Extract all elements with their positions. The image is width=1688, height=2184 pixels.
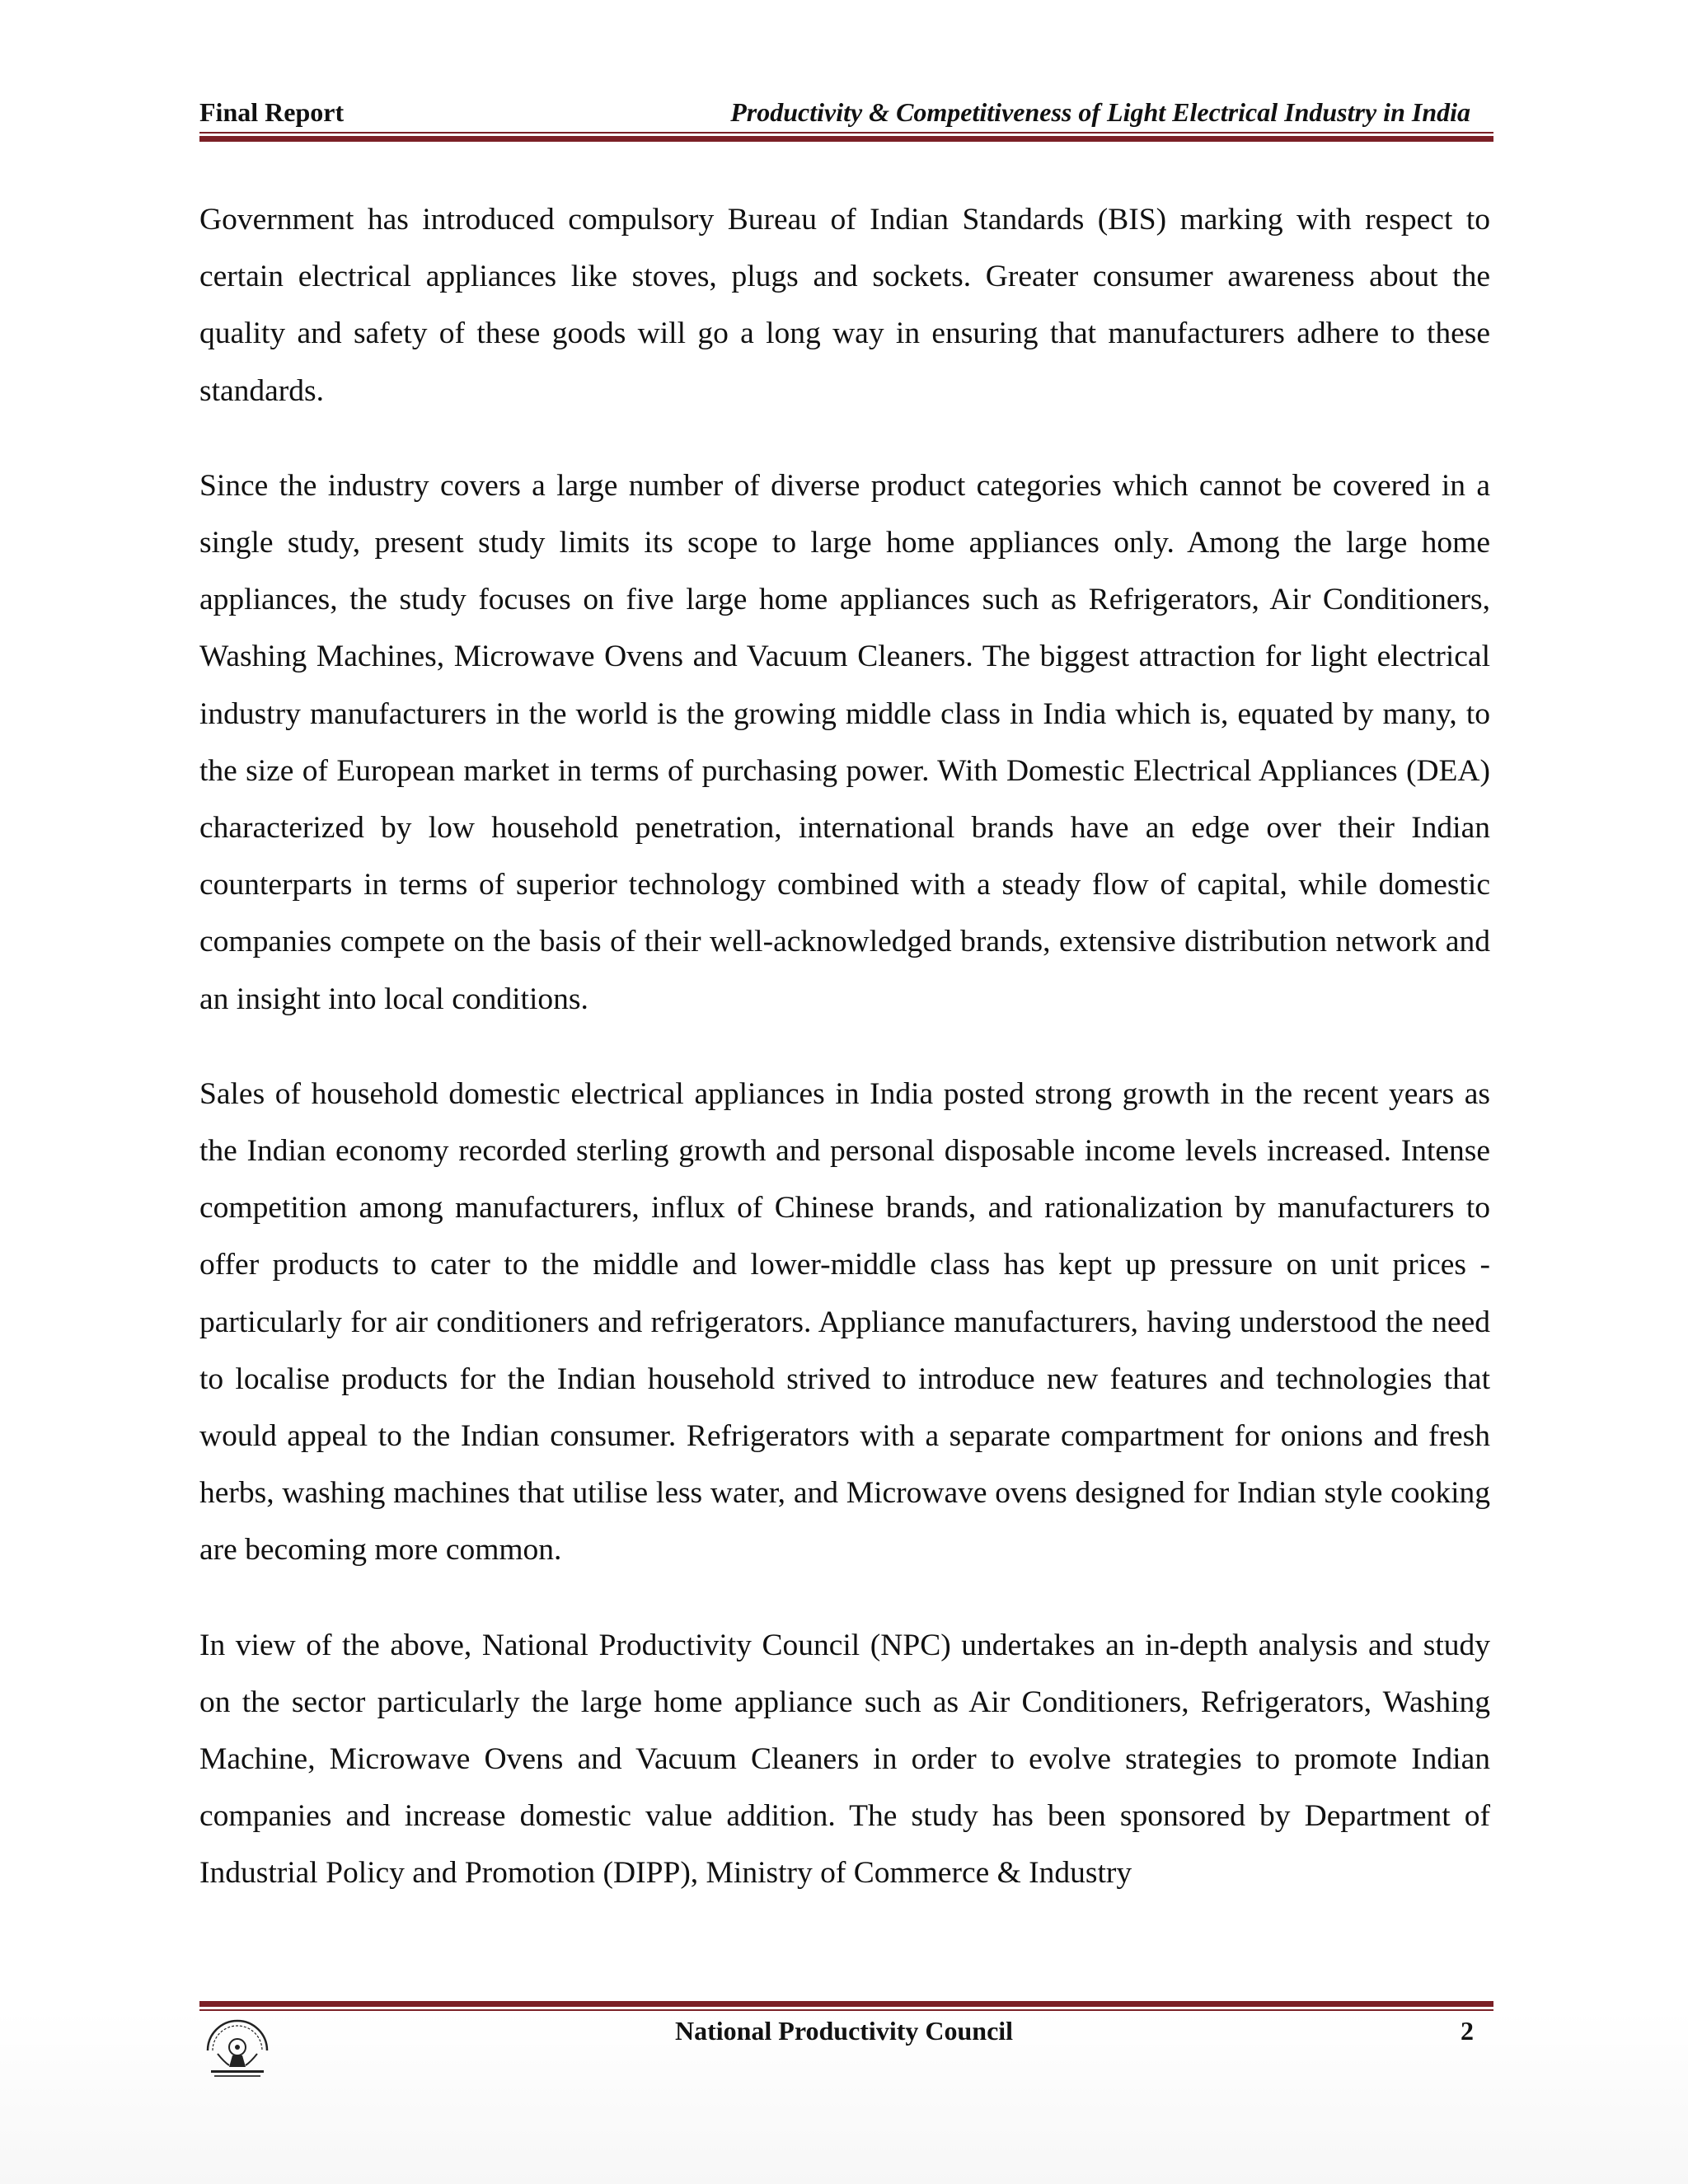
page-number: 2 <box>1461 2016 1474 2046</box>
paragraph-sales-growth: Sales of household domestic electrical appliances in India posted strong growth in the recent years as the Indian economy recorded sterling growth and personal disposable income levels increased. Intense competition among manufacturers, influx of Chinese brands, and rationalization by manufacturers to offer products to cater to the middle and lower-middle class has kept up pressure on unit prices - particularly for air conditioners and refrigerators. Appliance manufacturers, having understood the need to localise products for the Indian household strived to introduce new features and technologies that would appeal to the Indian consumer. Refrigerators with a separate compartment for onions and fresh herbs, washing machines that utilise less water, and Microwave ovens designed for Indian style cooking are becoming more common. <box>199 1076 1490 1568</box>
page-header <box>199 97 1493 134</box>
header-report-label: Final Report <box>199 97 345 127</box>
paragraph-npc-study: In view of the above, National Productivity Council (NPC) undertakes an in-depth analysis and study on the sector particularly the large home appliance such as Air Conditioners, Refrigerators, Washing Machine, Microwave Ovens and Vacuum Cleaners in order to evolve strategies to promote Indian companies and increase domestic value addition. The study has been sponsored by Department of Industrial Policy and Promotion (DIPP), Ministry of Commerce & Industry <box>199 1628 1490 1891</box>
paragraph-study-scope: Since the industry covers a large number of diverse product categories which cannot be covered in a single study, present study limits its scope to large home appliances only. Among the large home appliances, the study focuses on five large home appliances such as Refrigerators, Air Conditioners, Washing Machines, Microwave Ovens and Vacuum Cleaners. The biggest attraction for light electrical industry manufacturers in the world is the growing middle class in India which is, equated by many, to the size of European market in terms of purchasing power. With Domestic Electrical Appliances (DEA) characterized by low household penetration, international brands have an edge over their Indian counterparts in terms of superior technology combined with a steady flow of capital, while domestic companies compete on the basis of their well-acknowledged brands, extensive distribution network and an insight into local conditions. <box>199 468 1490 1016</box>
header-rule-thin <box>199 132 1493 134</box>
header-rule-thick <box>199 136 1493 142</box>
footer-rule-thick <box>199 2001 1493 2007</box>
body-content <box>199 191 1490 1940</box>
paragraph-bis-marking: Government has introduced compulsory Bureau of Indian Standards (BIS) marking with respect to certain electrical appliances like stoves, plugs and sockets. Greater consumer awareness about the quality and safety of these goods will go a long way in ensuring that manufacturers adhere to these standards. <box>199 203 1490 408</box>
footer-organization: National Productivity Council <box>674 2016 1014 2046</box>
header-report-title: Productivity & Competitiveness of Light Electrical Industry in India <box>730 97 1470 127</box>
footer-rule-thin <box>199 2009 1493 2011</box>
